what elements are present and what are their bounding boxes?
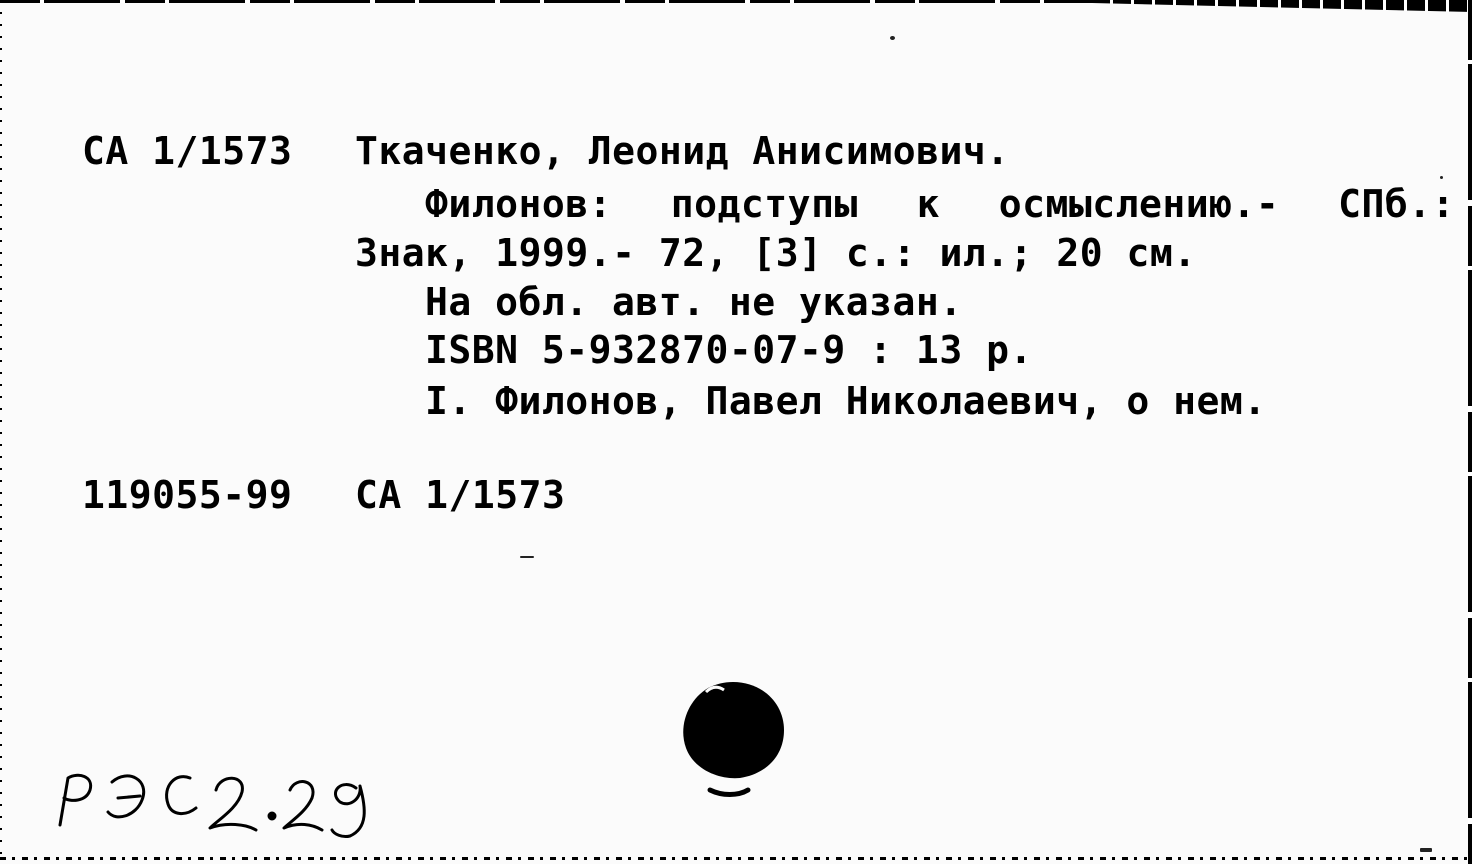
card-bottom-edge (0, 857, 1472, 860)
title-word: осмыслению.- (998, 182, 1280, 226)
title-line (425, 181, 1455, 227)
punch-hole (678, 678, 788, 798)
scan-speck (520, 556, 534, 558)
call-number-repeat: СА 1/1573 (355, 473, 566, 517)
card-top-right-edge (1092, 0, 1472, 12)
registration-number: 119055-99 (82, 473, 293, 517)
note-line: На обл. авт. не указан. (425, 280, 963, 324)
author-heading: Ткаченко, Леонид Анисимович. (355, 129, 1010, 173)
title-word: СПб.: (1338, 182, 1455, 226)
card-right-edge (1468, 0, 1472, 864)
scan-speck (1420, 848, 1432, 852)
subject-line: I. Филонов, Павел Николаевич, о нем. (425, 379, 1267, 423)
isbn-price-line: ISBN 5-932870-07-9 : 13 р. (425, 328, 1033, 372)
imprint-line: Знак, 1999.- 72, [3] с.: ил.; 20 см. (355, 231, 1197, 275)
title-word: к (916, 182, 940, 226)
card-left-edge (0, 0, 2, 864)
scan-speck (1440, 176, 1443, 179)
call-number: СА 1/1573 (82, 129, 293, 173)
handwritten-mark (50, 750, 410, 840)
scan-speck (890, 36, 895, 40)
title-word: подступы (670, 182, 858, 226)
title-word: Филонов: (425, 182, 613, 226)
